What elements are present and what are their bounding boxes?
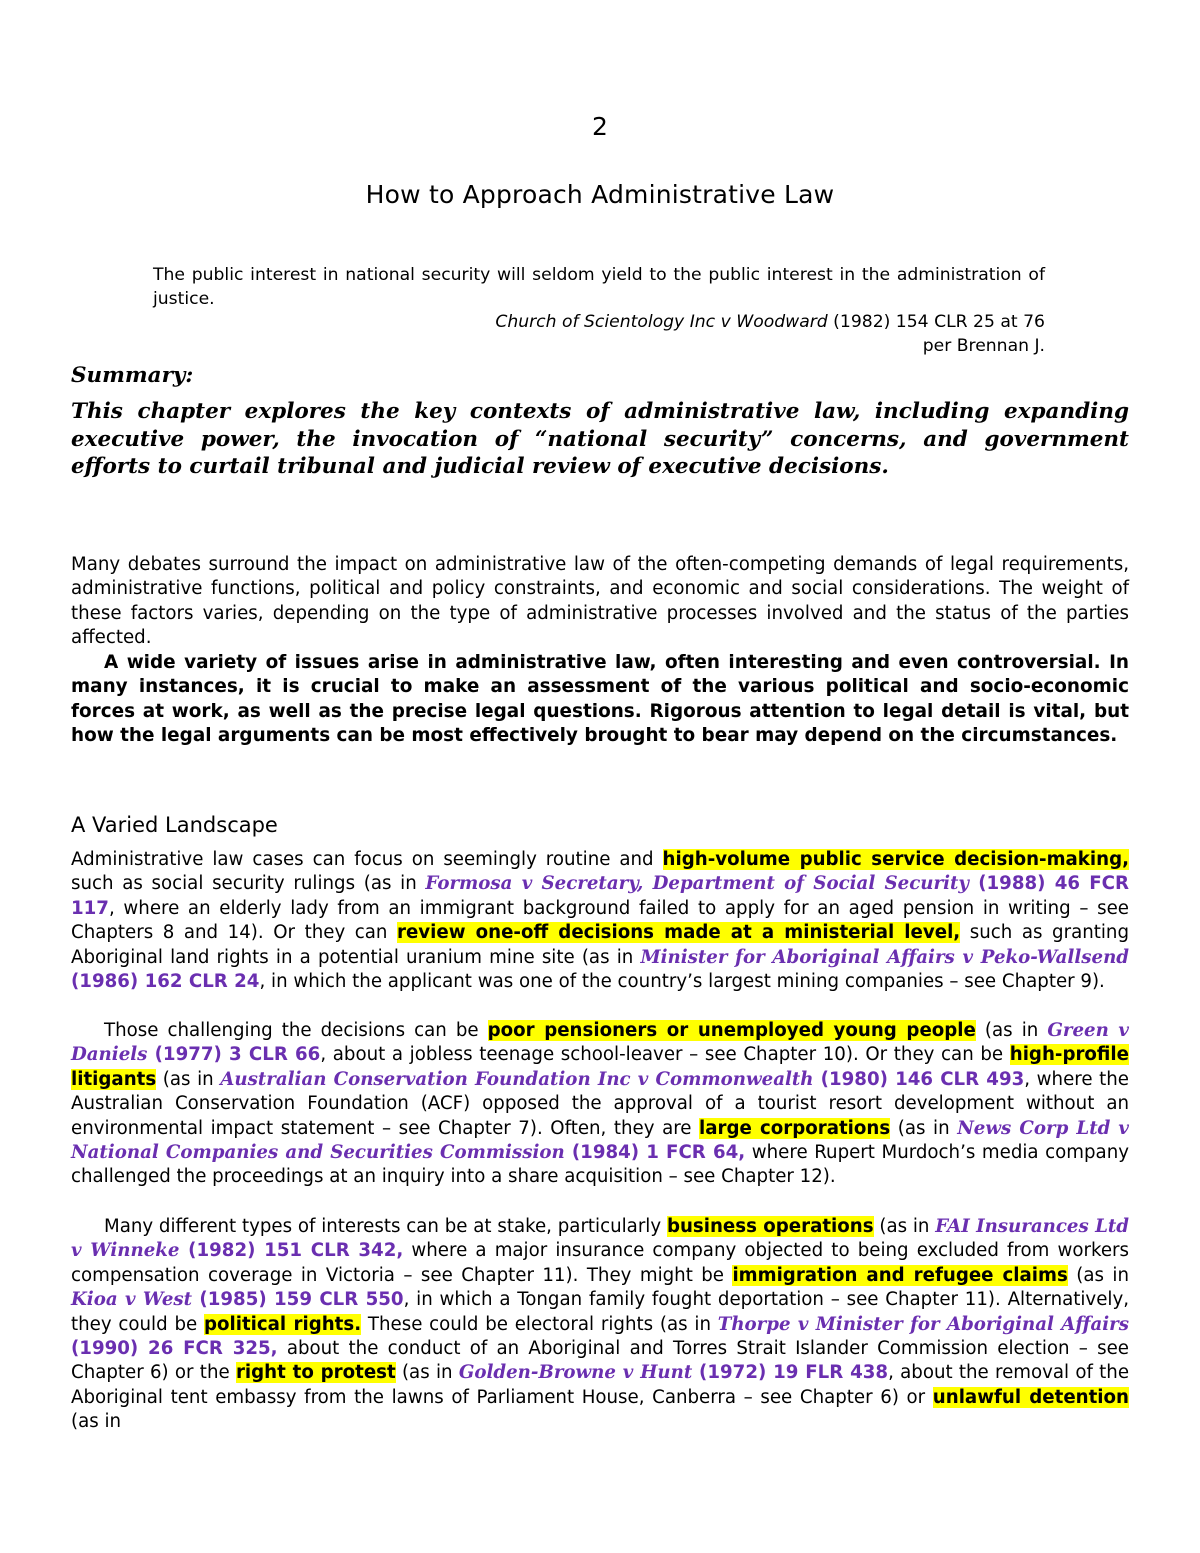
text-run: , in which the applicant was one of the country’s largest mining companies – see Chapter 9). [259,971,1105,993]
case-citation: (1985) 159 CLR 550 [192,1289,404,1311]
text-run: , about a jobless teenage school-leaver – see Chapter 10). Or they can be [320,1044,1010,1066]
case-citation: (1984) 1 FCR 64, [564,1142,746,1164]
case-citation: (1982) 151 CLR 342, [179,1240,404,1262]
text-run: Administrative law cases can focus on seemingly routine and [71,849,663,870]
body-paragraph-3 [71,848,1129,994]
epigraph-quote: The public interest in national security will seldom yield to the public interest in the administration of justice. [153,265,1045,309]
highlight: large corporations [699,1117,891,1139]
text-run: , where an elderly lady from an immigrant background failed to apply for an aged pension in writing – see Chapters 8 and 14). Or they can [71,897,1129,944]
section-heading: A Varied Landscape [71,813,278,837]
text-run: These could be electoral rights (as in [361,1313,718,1335]
highlight: unlawful detention [932,1386,1129,1408]
case-name: Thorpe v Minister for Aboriginal Affairs [717,1313,1129,1335]
case-name: Formosa v Secretary, Department of Social Security [425,873,969,895]
text-run: such as granting Aboriginal land rights in a potential uranium mine site (as in [71,922,1129,968]
case-citation: (1977) 3 CLR 66 [147,1044,321,1066]
text-run: , about the removal of the Aboriginal tent embassy from the lawns of Parliament House, Canberra – see Chapter 6) or [71,1362,1130,1408]
intro-paragraph-1: Many debates surround the impact on administrative law of the often-competing demands of legal requirements, administrative functions, political and policy constraints, and economic and social considerations. The weight of these factors varies, depending on the type of administrative processes involved and the status of the parties affected. [71,554,1129,649]
highlight: political rights. [203,1313,362,1335]
summary-body: This chapter explores the key contexts of administrative law, including expanding executive power, the invocation of “national security” concerns, and government efforts to curtail tribunal and judicial review of executive decisions. [71,399,1129,479]
case-citation: (1990) 26 FCR 325, [71,1338,278,1360]
text-run: (as in [71,1411,122,1433]
chapter-title: How to Approach Administrative Law [365,180,835,209]
epigraph-citation [153,310,1045,358]
epigraph-attribution: per Brennan J. [922,336,1045,356]
highlight: right to protest [235,1362,396,1384]
case-name: Australian Conservation Foundation Inc v Commonwealth [220,1068,814,1090]
text-run: Many different types of interests can be at stake, particularly [104,1216,667,1237]
text-run: (as in [156,1068,221,1090]
text-run: such as social security rulings (as in [71,873,426,895]
highlight: business operations [666,1216,874,1237]
epigraph-case-name: Church of Scientology Inc v Woodward [495,312,828,332]
intro-paragraph-2: A wide variety of issues arise in administrative law, often interesting and even controversial. In many instances, it is crucial to make an assessment of the various political and socio-economic forces at work, as well as the precise legal questions. Rigorous attention to legal detail is vital, but how the legal arguments can be most effectively brought to bear may depend on the circumstances. [71,652,1129,747]
case-citation: (1986) 162 CLR 24 [71,971,260,993]
text-run: , in which a Tongan family fought deportation – see Chapter 11). Alternatively, they could be [71,1289,1129,1335]
case-name: Green v Daniels [71,1020,1129,1066]
highlight: review one-off decisions made at a ministerial level, [397,922,961,944]
case-name: FAI Insurances Ltd v Winneke [71,1216,1129,1262]
text-run: (as in [975,1020,1048,1041]
body-paragraph-5 [71,1215,1129,1435]
highlight: poor pensioners or unemployed young people [487,1020,976,1041]
text-run: (as in [1067,1264,1129,1286]
epigraph-case-cite: (1982) 154 CLR 25 at 76 [827,312,1045,332]
text-run: (as in [873,1216,936,1237]
text-run: Those challenging the decisions can be [104,1020,488,1041]
case-name: News Corp Ltd v National Companies and Securities Commission [71,1117,1129,1164]
highlight: immigration and refugee claims [732,1264,1068,1286]
chapter-number: 2 [592,112,608,141]
case-name: Kioa v West [71,1289,193,1311]
text-run: (as in [890,1117,958,1139]
text-run: where Rupert Murdoch’s media company challenged the proceedings at an inquiry into a share acquisition – see Chapter 12). [71,1142,1129,1188]
case-name: Golden-Browne v Hunt [458,1362,693,1384]
highlight: high-profile litigants [71,1044,1129,1090]
highlight: high-volume public service decision-making, [662,849,1129,870]
text-run: (as in [395,1362,459,1384]
case-citation: (1988) 46 FCR 117 [71,873,1130,919]
case-name: Minister for Aboriginal Affairs v Peko-Wallsend [640,946,1130,968]
text-run: about the conduct of an Aboriginal and Torres Strait Islander Commission election – see Chapter 6) or the [71,1338,1129,1384]
summary-heading: Summary: [71,363,194,388]
body-paragraph-4 [71,1019,1129,1190]
text-run: , where the Australian Conservation Foundation (ACF) opposed the approval of a tourist resort development without an environmental impact statement – see Chapter 7). Often, they are [71,1068,1129,1139]
case-citation: (1972) 19 FLR 438 [692,1362,889,1384]
case-citation: (1980) 146 CLR 493 [813,1068,1025,1090]
text-run: where a major insurance company objected to being excluded from workers compensation coverage in Victoria – see Chapter 11). They might be [71,1240,1129,1286]
